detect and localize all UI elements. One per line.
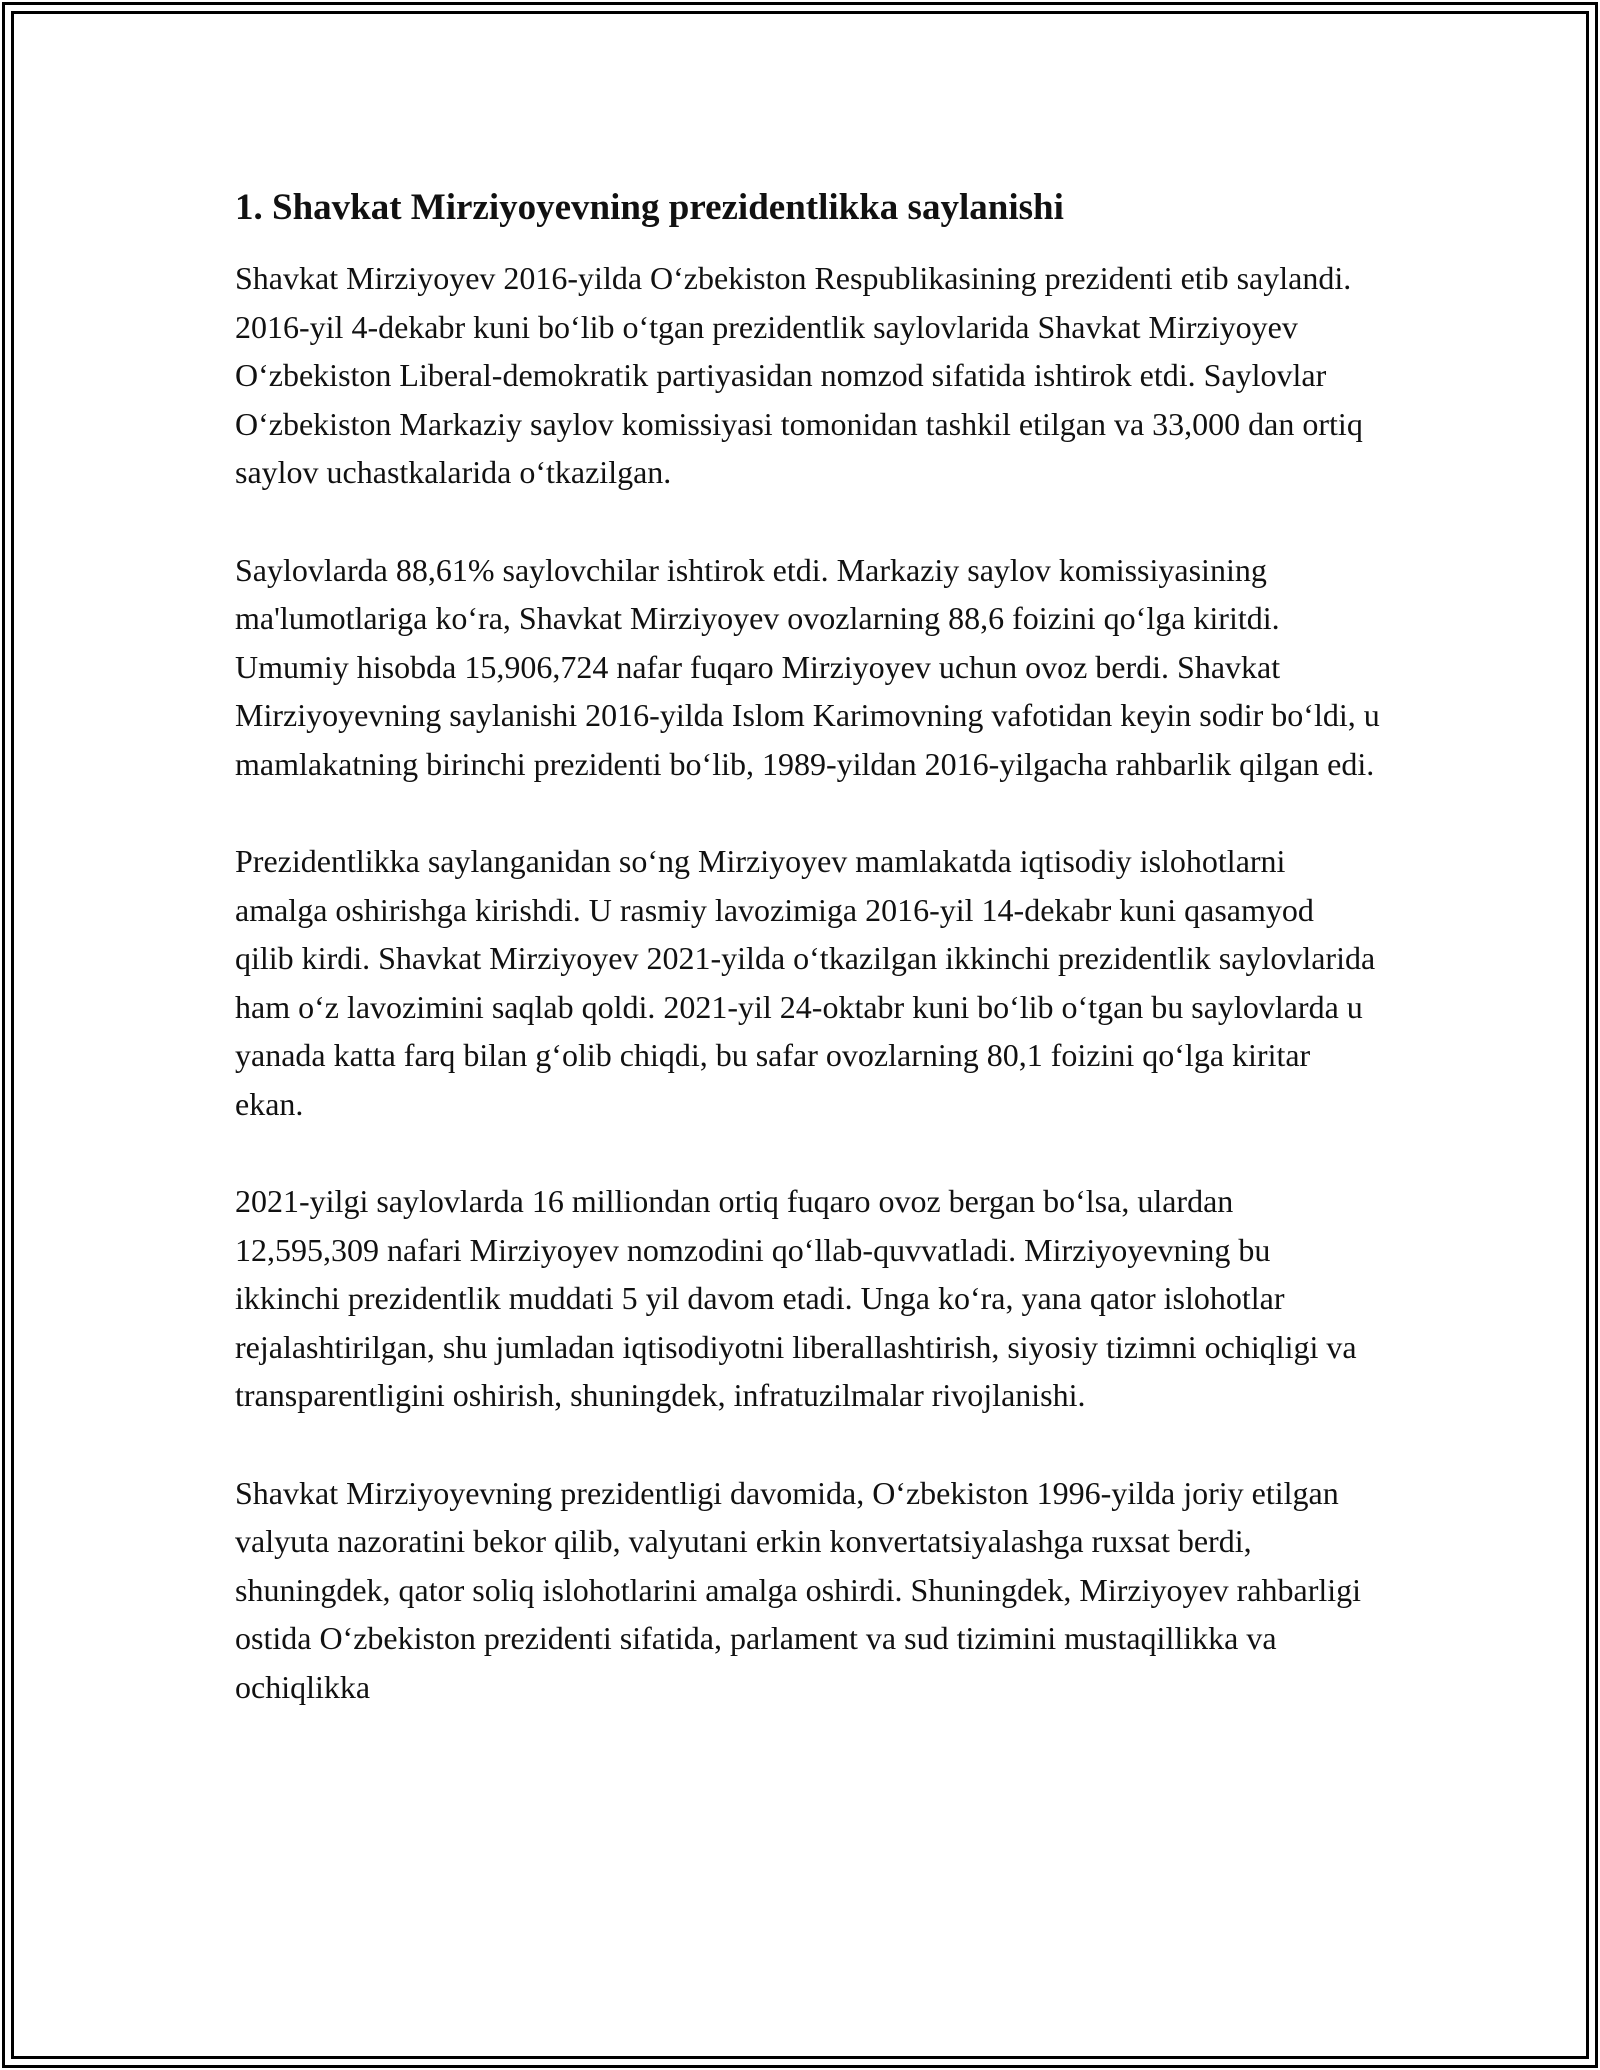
paragraph-3: Prezidentlikka saylanganidan soʻng Mirziyoyev mamlakatda iqtisodiy islohotlarni amalga oshirishga kirishdi. U rasmiy lavozimiga 2016-yil 14-dekabr kuni qasamyod qilib kirdi. Shavkat Mirziyoyev 2021-yilda oʻtkazilgan ikkinchi prezidentlik saylovlarida ham oʻz lavozimini saqlab qoldi. 2021-yil 24-oktabr kuni boʻlib oʻtgan bu saylovlarda u yanada katta farq bilan gʻolib chiqdi, bu safar ovozlarning 80,1 foizini qoʻlga kiritar ekan. [235,843,1376,1122]
paragraph-4: 2021-yilgi saylovlarda 16 milliondan ortiq fuqaro ovoz bergan boʻlsa, ulardan 12,595,309 nafari Mirziyoyev nomzodini qoʻllab-quvvatladi. Mirziyoyevning bu ikkinchi prezidentlik muddati 5 yil davom etadi. Unga koʻra, yana qator islohotlar rejalashtirilgan, shu jumladan iqtisodiyotni liberallashtirish, siyosiy tizimni ochiqligi va transparentligini oshirish, shuningdek, infratuzilmalar rivojlanishi. [235,1183,1357,1413]
section-heading: 1. Shavkat Mirziyoyevning prezidentlikka saylanishi [235,187,1064,228]
paragraph-1: Shavkat Mirziyoyev 2016-yilda Oʻzbekiston Respublikasining prezidenti etib saylandi. 2016-yil 4-dekabr kuni boʻlib oʻtgan prezidentlik saylovlarida Shavkat Mirziyoyev Oʻzbekiston Liberal-demokratik partiyasidan nomzod sifatida ishtirok etdi. Saylovlar Oʻzbekiston Markaziy saylov komissiyasi tomonidan tashkil etilgan va 33,000 dan ortiq saylov uchastkalarida oʻtkazilgan. [235,260,1363,490]
paragraph-5: Shavkat Mirziyoyevning prezidentligi davomida, Oʻzbekiston 1996-yilda joriy etilgan valyuta nazoratini bekor qilib, valyutani erkin konvertatsiyalashga ruxsat berdi, shuningdek, qator soliq islohotlarini amalga oshirdi. Shuningdek, Mirziyoyev rahbarligi ostida Oʻzbekiston prezidenti sifatida, parlament va sud tizimini mustaqillikka va ochiqlikka [235,1474,1362,1705]
paragraph-2: Saylovlarda 88,61% saylovchilar ishtirok etdi. Markaziy saylov komissiyasining ma'lumotlariga koʻra, Shavkat Mirziyoyev ovozlarning 88,6 foizini qoʻlga kiritdi. Umumiy hisobda 15,906,724 nafar fuqaro Mirziyoyev uchun ovoz berdi. Shavkat Mirziyoyevning saylanishi 2016-yilda Islom Karimovning vafotidan keyin sodir boʻldi, u mamlakatning birinchi prezidenti boʻlib, 1989-yildan 2016-yilgacha rahbarlik qilgan edi. [235,551,1380,782]
document-body [235,180,1385,1711]
